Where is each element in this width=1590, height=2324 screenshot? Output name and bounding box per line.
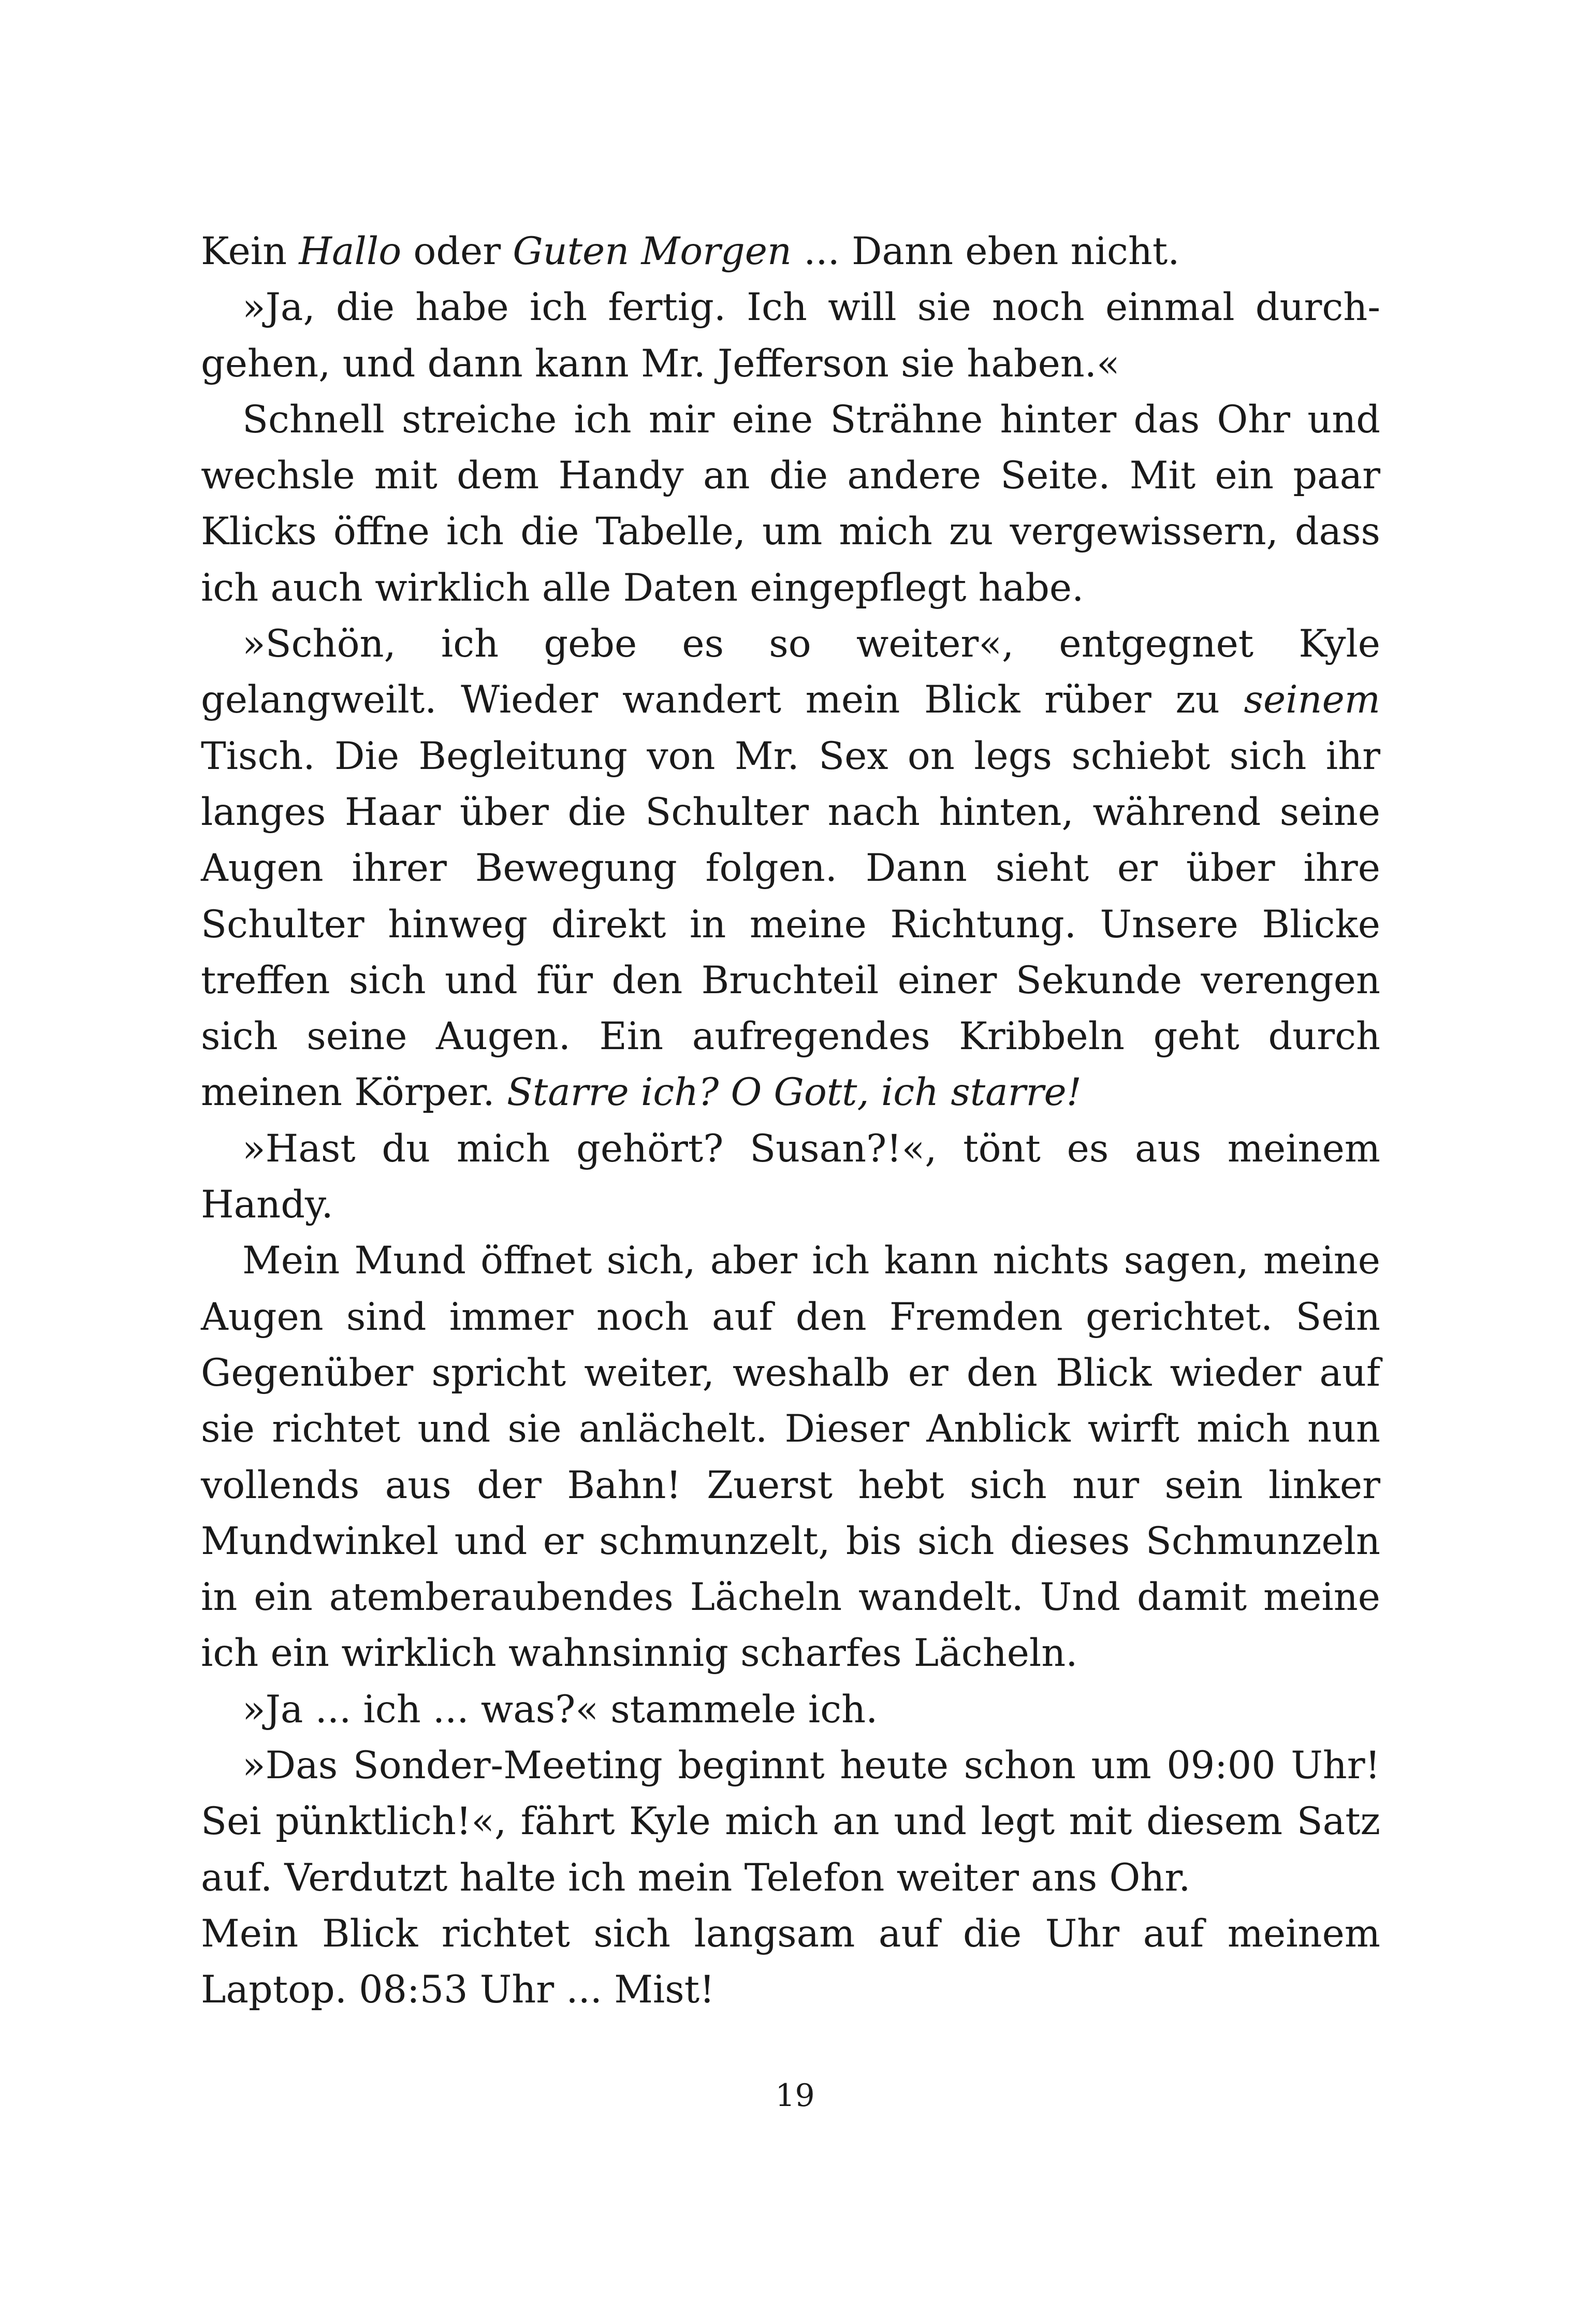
paragraph xyxy=(201,280,1380,392)
italic-text: Guten Morgen xyxy=(513,229,792,273)
text-run: »Ja ... ich ... was?« stammele ich. xyxy=(242,1687,878,1732)
paragraph xyxy=(201,616,1380,1121)
text-run: ... Dann eben nicht. xyxy=(791,229,1180,273)
paragraph xyxy=(201,1906,1380,2018)
text-run: Mein Mund öffnet sich, aber ich kann nichts sagen, meine Augen sind immer noch auf den Fremden gerichtet. Sein Gegenüber spricht weiter, weshalb er den Blick wieder auf sie richtet und sie anlächelt. Dieser Anblick wirft mich nun vollends aus der Bahn! Zuerst hebt sich nur sein linker Mundwinkel und er schmunzelt, bis sich dieses Schmunzeln in ein atemberaubendes Lächeln wandelt. Und damit meine ich ein wirklich wahnsinnig scharfes Lächeln. xyxy=(201,1239,1380,1676)
text-run: Kein xyxy=(201,229,299,273)
text-run: »Ja, die habe ich fertig. Ich will sie noch einmal durchgehen, und dann kann Mr. Jefferson sie haben.« xyxy=(201,285,1380,386)
paragraph xyxy=(201,1682,1380,1738)
text-run: »Hast du mich gehört? Susan?!«, tönt es aus meinem Handy. xyxy=(201,1126,1380,1227)
italic-text: seinem xyxy=(1244,678,1380,722)
body-text xyxy=(201,224,1380,2018)
text-run: Tisch. Die Begleitung von Mr. Sex on legs schiebt sich ihr langes Haar über die Schulter nach hinten, während seine Augen ihrer Bewegung folgen. Dann sieht er über ihre Schulter hinweg direkt in meine Richtung. Unsere Blicke treffen sich und für den Bruchteil einer Sekunde verengen sich seine Augen. Ein aufregendes Kribbeln geht durch meinen Körper. xyxy=(201,734,1380,1115)
italic-text: Starre ich? O Gott, ich starre! xyxy=(506,1070,1082,1115)
text-run: oder xyxy=(401,229,513,273)
italic-text: Hallo xyxy=(299,229,402,273)
text-run: Schnell streiche ich mir eine Strähne hinter das Ohr und wechsle mit dem Handy an die andere Seite. Mit ein paar Klicks öffne ich die Tabelle, um mich zu vergewissern, dass ich auch wirklich alle Daten eingepflegt habe. xyxy=(201,397,1380,610)
paragraph xyxy=(201,1121,1380,1233)
paragraph xyxy=(201,1738,1380,1906)
paragraph xyxy=(201,224,1380,280)
page-number: 19 xyxy=(775,2078,815,2114)
paragraph xyxy=(201,1233,1380,1681)
text-run: »Schön, ich gebe es so weiter«, entgegnet Kyle gelangweilt. Wieder wandert mein Blick rüber zu xyxy=(201,622,1380,722)
paragraph xyxy=(201,392,1380,616)
text-run: »Das Sonder-Meeting beginnt heute schon um 09:00 Uhr! Sei pünktlich!«, fährt Kyle mich an und legt mit diesem Satz auf. Verdutzt halte ich mein Telefon weiter ans Ohr. xyxy=(201,1744,1380,1900)
text-run: Mein Blick richtet sich langsam auf die Uhr auf meinem Laptop. 08:53 Uhr ... Mist! xyxy=(201,1911,1380,2012)
